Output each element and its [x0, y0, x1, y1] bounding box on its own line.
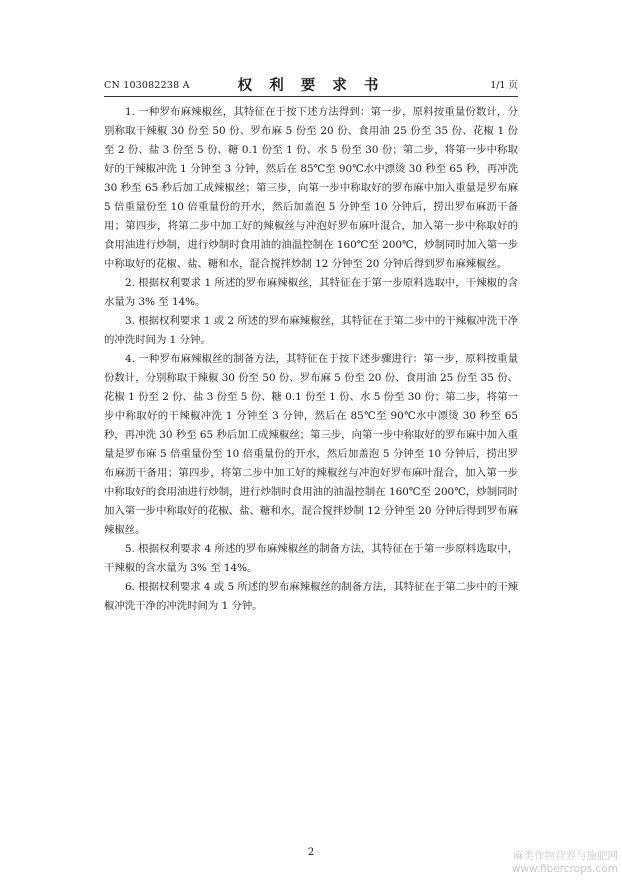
claims-body	[104, 103, 518, 616]
claim-1: 1. 一种罗布麻辣椒丝，其特征在于按下述方法得到：第一步，原料按重量份数计，分别称取干辣椒 30 份至 50 份、罗布麻 5 份至 20 份、食用油 25 份至 35 份、花椒 1 份至 2 份、盐 3 份至 5 份、糖 0.1 份至 1 份、水 5 份至 30 份；第二步，将第一步中称取好的干辣椒冲洗 1 分钟至 3 分钟，然后在 85℃至 90℃水中漂烫 30 秒至 65 秒，再冲洗 30 秒至 65 秒后加工成辣椒丝；第三步，向第一步中称取好的罗布麻中加入重量是罗布麻 5 倍重量份至 10 倍重量份的开水，然后加盖泡 5 分钟至 10 分钟后，捞出罗布麻沥干备用；第四步，将第二步中加工好的辣椒丝与冲泡好罗布麻叶混合，加入第一步中称取好的食用油进行炒制，进行炒制时食用油的油温控制在 160℃至 200℃，炒制同时加入第一步中称取好的花椒、盐、糖和水，混合搅拌炒制 12 分钟至 20 分钟后得到罗布麻辣椒丝。	[104, 106, 518, 270]
header-divider	[104, 96, 518, 97]
watermark	[512, 850, 618, 876]
page-info: 1/1 页	[490, 80, 518, 91]
claim-4: 4. 一种罗布麻辣椒丝的制备方法，其特征在于按下述步骤进行：第一步，原料按重量份数计，分别称取干辣椒 30 份至 50 份、罗布麻 5 份至 20 份、食用油 25 份至 35 份、花椒 1 份至 2 份、盐 3 份至 5 份、糖 0.1 份至 1 份、水 5 份至 30 份；第二步，将第一步中称取好的干辣椒冲洗 1 分钟至 3 分钟，然后在 85℃至 90℃水中漂烫 30 秒至 65 秒，再冲洗 30 秒至 65 秒后加工成辣椒丝；第三步，向第一步中称取好的罗布麻中加入重量是罗布麻 5 倍重量份至 10 倍重量份的开水，然后加盖泡 5 分钟至 10 分钟后，捞出罗布麻沥干备用；第四步，将第二步中加工好的辣椒丝与冲泡好罗布麻叶混合，加入第一步中称取好的食用油进行炒制，进行炒制时食用油的油温控制在 160℃至 200℃，炒制同时加入第一步中称取好的花椒、盐、糖和水，混合搅拌炒制 12 分钟至 20 分钟后得到罗布麻辣椒丝。	[104, 353, 518, 536]
claim-2: 2. 根据权利要求 1 所述的罗布麻辣椒丝，其特征在于第一步原料选取中，干辣椒的含水量为 3% 至 14%。	[104, 277, 518, 308]
claim-5: 5. 根据权利要求 4 所述的罗布麻辣椒丝的制备方法，其特征在于第一步原料选取中，干辣椒的含水量为 3% 至 14%。	[104, 543, 518, 574]
page-header	[104, 74, 518, 94]
claim-3: 3. 根据权利要求 1 或 2 所述的罗布麻辣椒丝，其特征在于第二步中的干辣椒冲洗干净的冲洗时间为 1 分钟。	[104, 315, 518, 346]
claim-6: 6. 根据权利要求 4 或 5 所述的罗布麻辣椒丝的制备方法，其特征在于第二步中的干辣椒冲洗干净的冲洗时间为 1 分钟。	[104, 581, 518, 612]
watermark-url: www.fibercrops.com	[511, 863, 618, 875]
document-title: 权 利 要 求 书	[237, 77, 385, 94]
publication-number: CN 103082238 A	[104, 80, 190, 91]
watermark-site-name: 麻类作物营养与施肥网	[513, 850, 618, 862]
page-number: 2	[307, 847, 315, 858]
